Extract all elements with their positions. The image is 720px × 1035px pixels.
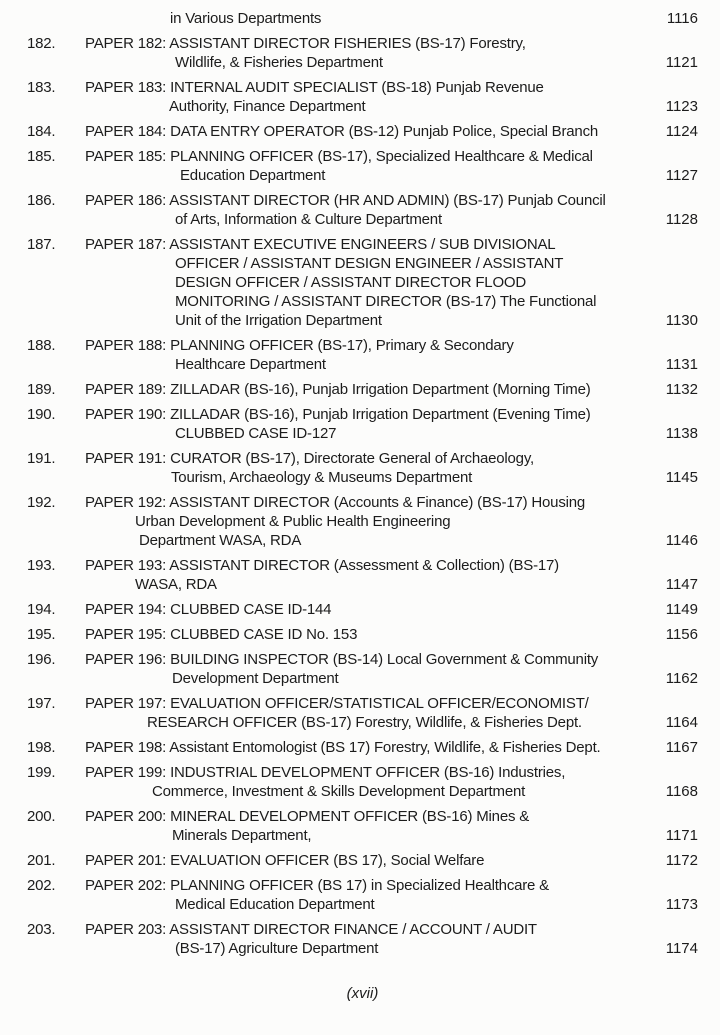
entry-page-number: 1123 [665, 98, 698, 115]
entry-title-lines [85, 694, 652, 732]
entry-number: 187. [27, 236, 56, 253]
toc-entry [27, 122, 698, 141]
entry-title-line: PAPER 182: ASSISTANT DIRECTOR FISHERIES (BS-17) Forestry, [85, 35, 526, 52]
toc-entry [27, 851, 698, 870]
toc-entry [27, 694, 698, 732]
entry-title-line: PAPER 199: INDUSTRIAL DEVELOPMENT OFFICER (BS-16) Industries, [85, 764, 566, 781]
entry-title-lines [85, 191, 652, 229]
entry-page-number: 1172 [665, 852, 698, 869]
entry-page-number: 1174 [665, 940, 698, 957]
entry-title-line: in Various Departments [170, 10, 322, 27]
entry-page-number: 1131 [665, 356, 698, 373]
entry-title-lines [85, 625, 652, 644]
entry-number: 185. [27, 148, 56, 165]
entry-title-lines [85, 493, 652, 550]
entry-number: 191. [27, 450, 56, 467]
entry-page-number: 1127 [665, 167, 698, 184]
entry-title-line: (BS-17) Agriculture Department [175, 940, 379, 957]
entry-number: 182. [27, 35, 56, 52]
entry-title-lines [85, 235, 652, 330]
entry-page-number: 1130 [665, 312, 698, 329]
entry-title-lines [85, 556, 652, 594]
toc-entry [27, 876, 698, 914]
entry-title-lines [85, 449, 652, 487]
entry-page-number: 1121 [665, 54, 698, 71]
entry-title-lines [85, 920, 652, 958]
entry-page-number: 1124 [665, 123, 698, 140]
entry-title-lines [85, 336, 652, 374]
entry-title-line: PAPER 195: CLUBBED CASE ID No. 153 [85, 626, 358, 643]
entry-title-line: OFFICER / ASSISTANT DESIGN ENGINEER / ASSISTANT [175, 255, 564, 272]
entry-number: 194. [27, 601, 56, 618]
entry-number: 190. [27, 406, 56, 423]
entry-title-line: PAPER 189: ZILLADAR (BS-16), Punjab Irrigation Department (Morning Time) [85, 381, 591, 398]
entry-title-lines [85, 650, 652, 688]
entry-title-lines [85, 34, 652, 72]
entry-title-line: PAPER 184: DATA ENTRY OPERATOR (BS-12) Punjab Police, Special Branch [85, 123, 599, 140]
entry-title-line: PAPER 187: ASSISTANT EXECUTIVE ENGINEERS / SUB DIVISIONAL [85, 236, 556, 253]
entry-title-line: PAPER 200: MINERAL DEVELOPMENT OFFICER (BS-16) Mines & [85, 808, 530, 825]
toc-entry [27, 449, 698, 487]
toc-entry [27, 763, 698, 801]
toc-entry [27, 556, 698, 594]
entry-page-number: 1128 [665, 211, 698, 228]
toc-entry [27, 34, 698, 72]
entry-number: 203. [27, 921, 56, 938]
entry-title-lines [85, 147, 652, 185]
entry-title-line: PAPER 188: PLANNING OFFICER (BS-17), Primary & Secondary [85, 337, 514, 354]
entry-title-line: RESEARCH OFFICER (BS-17) Forestry, Wildlife, & Fisheries Dept. [147, 714, 582, 731]
entry-title-line: PAPER 193: ASSISTANT DIRECTOR (Assessment & Collection) (BS-17) [85, 557, 559, 574]
entry-number: 184. [27, 123, 56, 140]
entry-title-line: PAPER 196: BUILDING INSPECTOR (BS-14) Local Government & Community [85, 651, 599, 668]
entry-title-line: Development Department [172, 670, 339, 687]
entry-page-number: 1145 [665, 469, 698, 486]
entry-title-lines [85, 405, 652, 443]
page-footer [27, 984, 698, 1003]
entry-title-line: Urban Development & Public Health Engineering [135, 513, 451, 530]
entry-title-line: PAPER 186: ASSISTANT DIRECTOR (HR AND ADMIN) (BS-17) Punjab Council [85, 192, 606, 209]
entry-title-line: Authority, Finance Department [169, 98, 366, 115]
toc-entry [27, 405, 698, 443]
entry-number: 192. [27, 494, 56, 511]
entry-title-line: PAPER 197: EVALUATION OFFICER/STATISTICAL OFFICER/ECONOMIST/ [85, 695, 589, 712]
toc-entry [27, 380, 698, 399]
toc-entry [27, 738, 698, 757]
entry-number: 196. [27, 651, 56, 668]
entry-title-line: DESIGN OFFICER / ASSISTANT DIRECTOR FLOOD [175, 274, 527, 291]
entry-page-number: 1149 [665, 601, 698, 618]
entry-page-number: 1147 [665, 576, 698, 593]
entry-title-line: WASA, RDA [135, 576, 217, 593]
entry-title-lines [85, 78, 652, 116]
entry-page-number: 1162 [665, 670, 698, 687]
entry-title-line: PAPER 202: PLANNING OFFICER (BS 17) in Specialized Healthcare & [85, 877, 549, 894]
entry-number: 193. [27, 557, 56, 574]
entry-title-lines [85, 851, 652, 870]
entry-page-number: 1164 [665, 714, 698, 731]
entry-title-line: PAPER 192: ASSISTANT DIRECTOR (Accounts & Finance) (BS-17) Housing [85, 494, 586, 511]
entry-title-lines [85, 763, 652, 801]
entry-title-line: PAPER 198: Assistant Entomologist (BS 17) Forestry, Wildlife, & Fisheries Dept. [85, 739, 601, 756]
toc-entry [27, 493, 698, 550]
entry-number: 183. [27, 79, 56, 96]
toc-entry [27, 650, 698, 688]
entry-number: 188. [27, 337, 56, 354]
entry-title-line: CLUBBED CASE ID-127 [175, 425, 337, 442]
entry-title-line: Wildlife, & Fisheries Department [175, 54, 383, 71]
entry-number: 199. [27, 764, 56, 781]
entry-number: 200. [27, 808, 56, 825]
entry-title-line: Healthcare Department [175, 356, 326, 373]
entry-title-line: Department WASA, RDA [135, 532, 302, 549]
entry-page-number: 1171 [665, 827, 698, 844]
entry-title-line: PAPER 203: ASSISTANT DIRECTOR FINANCE / ACCOUNT / AUDIT [85, 921, 537, 938]
toc-entry [27, 600, 698, 619]
entry-page-number: 1167 [665, 739, 698, 756]
toc-entry [27, 235, 698, 330]
entry-title-line: PAPER 191: CURATOR (BS-17), Directorate General of Archaeology, [85, 450, 534, 467]
entry-number: 189. [27, 381, 56, 398]
entry-title-lines [85, 738, 652, 757]
entry-title-line: PAPER 201: EVALUATION OFFICER (BS 17), Social Welfare [85, 852, 485, 869]
entry-title-line: PAPER 185: PLANNING OFFICER (BS-17), Specialized Healthcare & Medical [85, 148, 593, 165]
entry-title-line: Education Department [180, 167, 326, 184]
entry-number: 201. [27, 852, 56, 869]
entry-page-number: 1116 [666, 10, 698, 27]
entry-number: 202. [27, 877, 56, 894]
entry-title-line: of Arts, Information & Culture Department [175, 211, 442, 228]
entry-title-lines [85, 876, 652, 914]
toc-entry [27, 807, 698, 845]
entry-page-number: 1132 [665, 381, 698, 398]
entry-number: 197. [27, 695, 56, 712]
toc-entry [27, 9, 698, 28]
entry-title-lines [85, 9, 652, 28]
toc-entry [27, 147, 698, 185]
page-number-roman: (xvii) [346, 985, 379, 1002]
entry-page-number: 1138 [665, 425, 698, 442]
entry-number: 195. [27, 626, 56, 643]
entry-page-number: 1168 [665, 783, 698, 800]
entry-title-line: PAPER 183: INTERNAL AUDIT SPECIALIST (BS-18) Punjab Revenue [85, 79, 544, 96]
entry-title-line: Medical Education Department [175, 896, 375, 913]
toc-entry [27, 191, 698, 229]
entry-title-lines [85, 600, 652, 619]
entry-title-lines [85, 380, 652, 399]
entry-title-line: PAPER 194: CLUBBED CASE ID-144 [85, 601, 332, 618]
entry-title-line: PAPER 190: ZILLADAR (BS-16), Punjab Irrigation Department (Evening Time) [85, 406, 591, 423]
entry-number: 198. [27, 739, 56, 756]
entry-title-line: Unit of the Irrigation Department [175, 312, 382, 329]
entry-page-number: 1156 [665, 626, 698, 643]
toc-list [27, 9, 698, 958]
entry-number: 186. [27, 192, 56, 209]
entry-title-line: MONITORING / ASSISTANT DIRECTOR (BS-17) The Functional [175, 293, 597, 310]
toc-entry [27, 336, 698, 374]
entry-title-lines [85, 807, 652, 845]
entry-title-line: Tourism, Archaeology & Museums Department [171, 469, 473, 486]
entry-page-number: 1173 [665, 896, 698, 913]
toc-entry [27, 625, 698, 644]
entry-title-line: Minerals Department, [172, 827, 312, 844]
entry-title-line: Commerce, Investment & Skills Development Department [152, 783, 526, 800]
entry-title-lines [85, 122, 652, 141]
toc-entry [27, 920, 698, 958]
entry-page-number: 1146 [665, 532, 698, 549]
entry-number [27, 9, 85, 28]
toc-entry [27, 78, 698, 116]
